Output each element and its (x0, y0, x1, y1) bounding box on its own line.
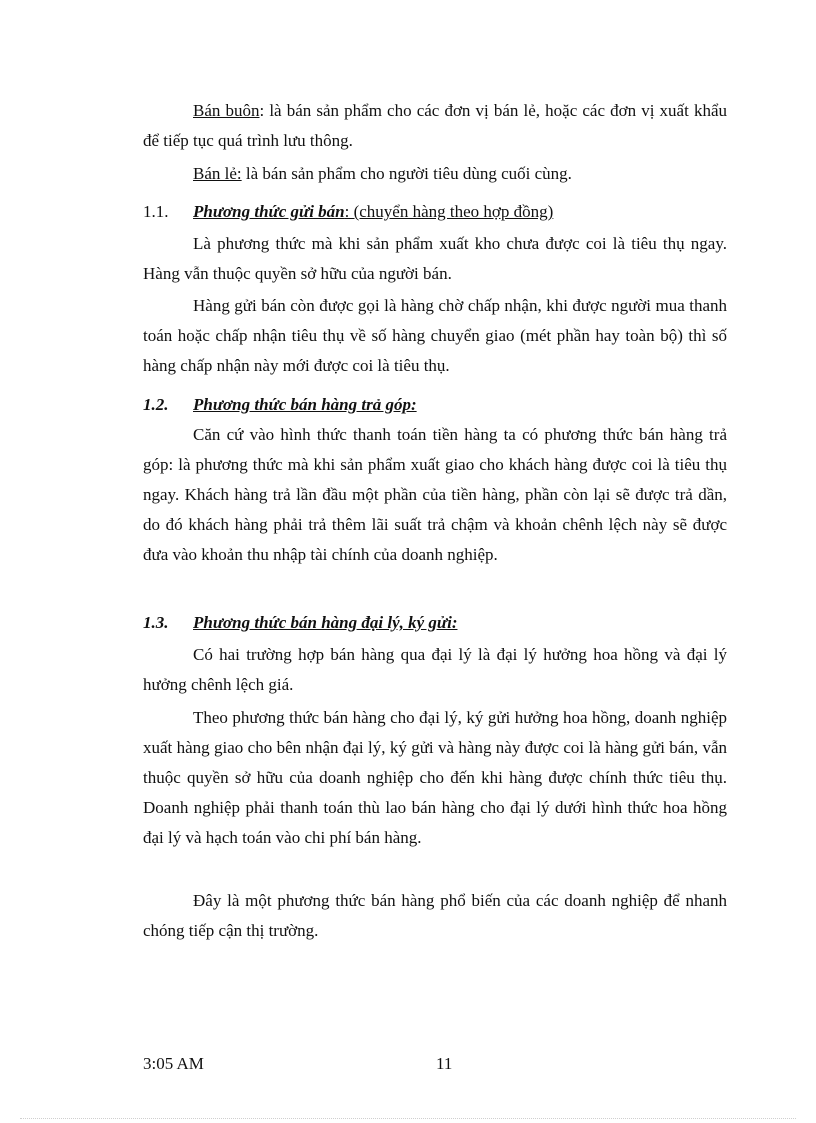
retail-text: là bán sản phẩm cho người tiêu dùng cuối cùng. (241, 164, 572, 183)
section-title: Phương thức bán hàng đại lý, ký gửi: (193, 613, 458, 632)
page-edge-divider (20, 1118, 796, 1119)
section-subtitle: : (chuyển hàng theo hợp đồng) (344, 202, 554, 221)
paragraph (143, 291, 727, 381)
paragraph-text: Là phương thức mà khi sản phẩm xuất kho chưa được coi là tiêu thụ ngay. Hàng vẫn thuộc quyền sở hữu của người bán. (143, 234, 727, 283)
paragraph-text: Căn cứ vào hình thức thanh toán tiền hàng ta có phương thức bán hàng trả góp: là phương thức mà khi sản phẩm xuất giao cho khách hàng được coi là tiêu thụ ngay. Khách hàng trả lần đầu một phần của tiền hàng, phần còn lại sẽ được trả dần, do đó khách hàng phải trả thêm lãi suất trả chậm và khoản chênh lệch này sẽ được đưa vào khoản thu nhập tài chính của doanh nghiệp. (143, 425, 727, 564)
section-title: Phương thức bán hàng trả góp: (193, 395, 417, 414)
paragraph (143, 886, 727, 946)
paragraph-text: Theo phương thức bán hàng cho đại lý, ký gửi hưởng hoa hồng, doanh nghiệp xuất hàng giao cho bên nhận đại lý, ký gửi và hàng này được coi là hàng gửi bán, vẫn thuộc quyền sở hữu của doanh nghiệp cho đến khi hàng được chính thức tiêu thụ. Doanh nghiệp phải thanh toán thù lao bán hàng cho đại lý dưới hình thức hoa hồng đại lý và hạch toán vào chi phí bán hàng. (143, 708, 727, 847)
page-number: 11 (436, 1054, 453, 1073)
section-title: Phương thức gửi bán (193, 202, 345, 221)
wholesale-term: Bán buôn (193, 101, 260, 120)
paragraph (143, 640, 727, 700)
section-number: 1.2. (143, 395, 169, 414)
retail-term: Bán lẻ: (193, 164, 242, 183)
retail-paragraph (143, 159, 727, 189)
wholesale-text: : là bán sản phẩm cho các đơn vị bán lẻ, hoặc các đơn vị xuất khẩu để tiếp tục quá trình lưu thông. (143, 101, 727, 150)
section-number: 1.3. (143, 613, 169, 632)
footer-time: 3:05 AM (143, 1054, 204, 1073)
wholesale-paragraph (143, 96, 727, 156)
paragraph (143, 229, 727, 289)
paragraph (143, 420, 727, 570)
section-number: 1.1. (143, 202, 169, 221)
paragraph-text: Có hai trường hợp bán hàng qua đại lý là đại lý hưởng hoa hồng và đại lý hưởng chênh lệch giá. (143, 645, 727, 694)
paragraph-text: Đây là một phương thức bán hàng phổ biến của các doanh nghiệp để nhanh chóng tiếp cận thị trường. (143, 891, 727, 940)
paragraph-text: Hàng gửi bán còn được gọi là hàng chờ chấp nhận, khi được người mua thanh toán hoặc chấp nhận tiêu thụ về số hàng chuyển giao (mét phần hay toàn bộ) thì số hàng chấp nhận này mới được coi là tiêu thụ. (143, 296, 727, 375)
paragraph (143, 703, 727, 853)
